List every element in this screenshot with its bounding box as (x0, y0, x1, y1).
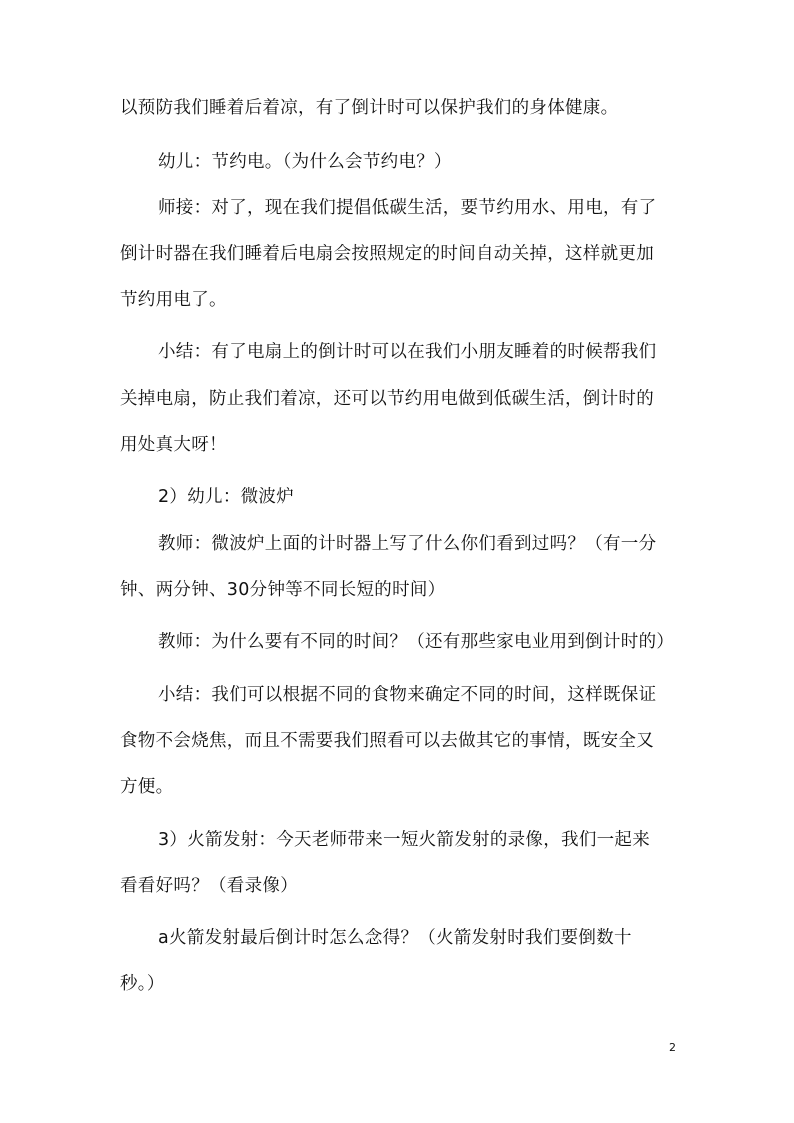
paragraph-line: 小结：有了电扇上的倒计时可以在我们小朋友睡着的时候帮我们 (158, 342, 657, 362)
paragraph-line: a火箭发射最后倒计时怎么念得？（火箭发射时我们要倒数十 (158, 928, 632, 948)
page-number: 2 (669, 1041, 676, 1054)
paragraph-line: 幼儿：节约电。（为什么会节约电？） (158, 152, 452, 172)
paragraph-line: 节约用电了。 (120, 290, 227, 310)
paragraph-line: 用处真大呀！ (120, 435, 227, 455)
paragraph-line: 以预防我们睡着后着凉，有了倒计时可以保护我们的身体健康。 (120, 98, 619, 118)
paragraph-line: 教师：为什么要有不同的时间？（还有那些家电业用到倒计时的） (158, 632, 675, 652)
paragraph-line: 教师：微波炉上面的计时器上写了什么你们看到过吗？（有一分 (158, 534, 657, 554)
paragraph-line: 钟、两分钟、30分钟等不同长短的时间） (120, 580, 446, 600)
paragraph-line: 小结：我们可以根据不同的食物来确定不同的时间，这样既保证 (158, 685, 657, 705)
paragraph-line: 倒计时器在我们睡着后电扇会按照规定的时间自动关掉，这样就更加 (120, 244, 654, 264)
paragraph-line: 2）幼儿：微波炉 (158, 487, 295, 507)
paragraph-line: 方便。 (120, 777, 174, 797)
paragraph-line: 秒。） (120, 974, 165, 994)
paragraph-line: 师接：对了，现在我们提倡低碳生活，要节约用水、用电，有了 (158, 198, 657, 218)
paragraph-line: 关掉电扇，防止我们着凉，还可以节约用电做到低碳生活，倒计时的 (120, 389, 654, 409)
paragraph-line: 3）火箭发射：今天老师带来一短火箭发射的录像，我们一起来 (158, 830, 651, 850)
paragraph-line: 食物不会烧焦，而且不需要我们照看可以去做其它的事情，既安全又 (120, 731, 654, 751)
paragraph-line: 看看好吗？（看录像） (120, 876, 298, 896)
